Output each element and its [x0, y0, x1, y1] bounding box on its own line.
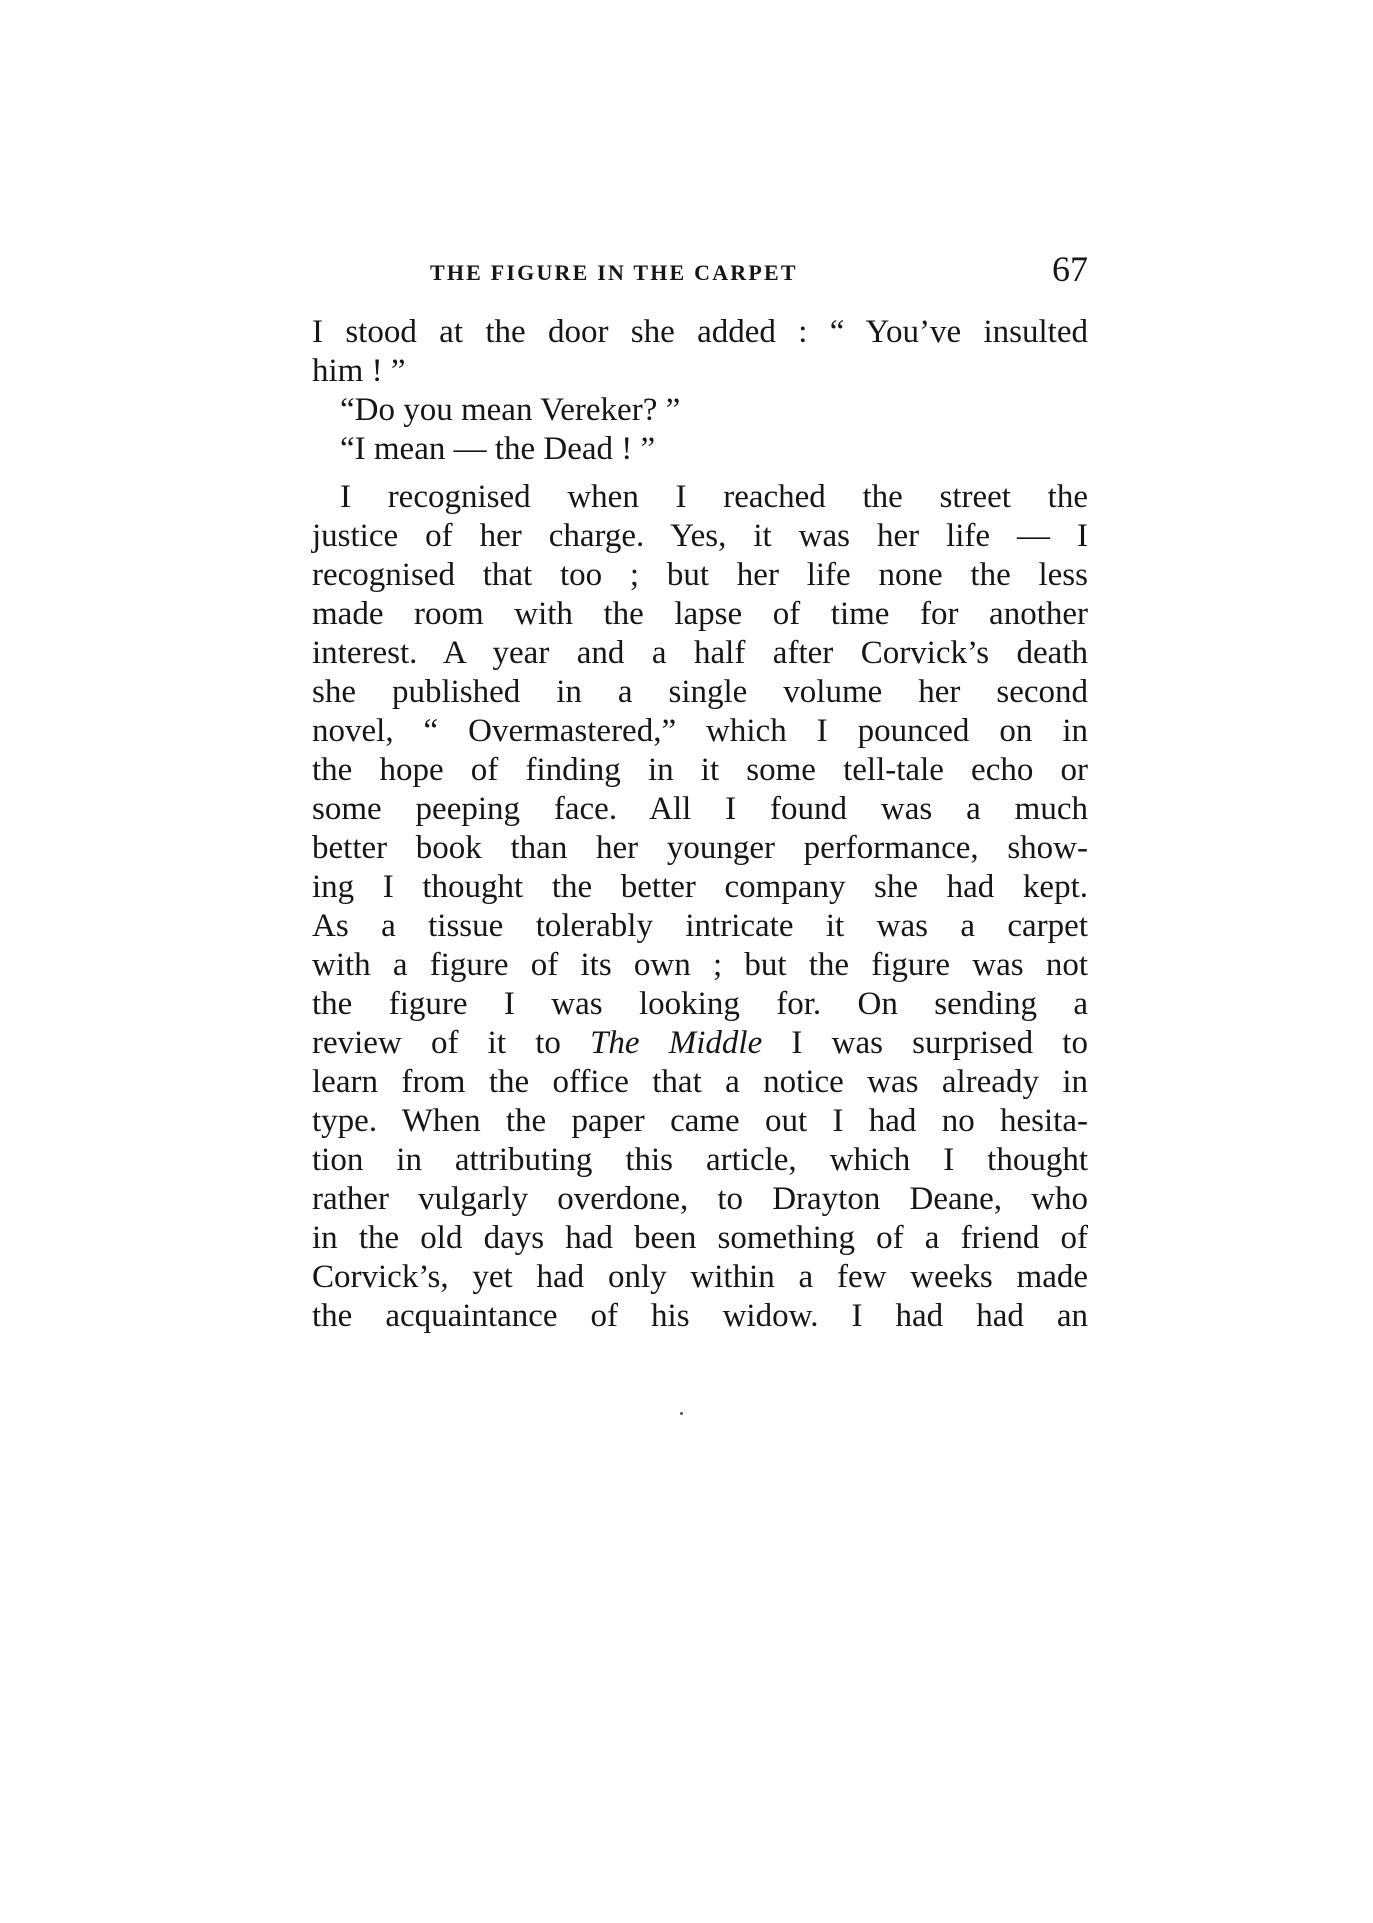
text-line: made room with the lapse of time for another: [312, 596, 1088, 632]
text-line: with a figure of its own ; but the figure was not: [312, 947, 1088, 983]
text-line: Corvick’s, yet had only within a few weeks made: [312, 1259, 1088, 1295]
text-line: type. When the paper came out I had no hesita-: [312, 1103, 1088, 1139]
text-line: I recognised when I reached the street the: [340, 479, 1088, 515]
text-fragment: review of it to: [312, 1025, 591, 1061]
text-line: As a tissue tolerably intricate it was a carpet: [312, 908, 1088, 944]
text-fragment: I was surprised to: [762, 1025, 1088, 1061]
text-line: novel, “ Overmastered,” which I pounced on in: [312, 713, 1088, 749]
text-line: him ! ”: [312, 353, 406, 389]
periodical-title: The Middle: [590, 1025, 763, 1061]
text-line: the figure I was looking for. On sending a: [312, 986, 1088, 1022]
text-line: learn from the office that a notice was already in: [312, 1064, 1088, 1100]
text-line: she published in a single volume her second: [312, 674, 1088, 710]
text-line: recognised that too ; but her life none the less: [312, 557, 1088, 593]
text-line: the acquaintance of his widow. I had had an: [312, 1298, 1088, 1334]
text-line: interest. A year and a half after Corvick’s death: [312, 635, 1088, 671]
text-line: in the old days had been something of a friend of: [312, 1220, 1088, 1256]
text-line: justice of her charge. Yes, it was her life — I: [312, 518, 1088, 554]
page-number: 67: [1052, 249, 1088, 289]
text-line: rather vulgarly overdone, to Drayton Deane, who: [312, 1181, 1088, 1217]
text-line: I stood at the door she added : “ You’ve insulted: [312, 314, 1088, 350]
text-line: some peeping face. All I found was a much: [312, 791, 1088, 827]
text-line: ing I thought the better company she had kept.: [312, 869, 1088, 905]
text-line: the hope of finding in it some tell-tale echo or: [312, 752, 1088, 788]
text-line: [312, 1023, 1088, 1063]
running-head: THE FIGURE IN THE CARPET: [430, 260, 798, 285]
text-line: better book than her younger performance, show-: [312, 830, 1088, 866]
page-header: [312, 248, 1088, 296]
print-speck: [680, 1412, 683, 1415]
text-line: tion in attributing this article, which I thought: [312, 1142, 1088, 1178]
text-line: “I mean — the Dead ! ”: [340, 431, 656, 467]
text-line: “Do you mean Vereker? ”: [340, 392, 681, 428]
